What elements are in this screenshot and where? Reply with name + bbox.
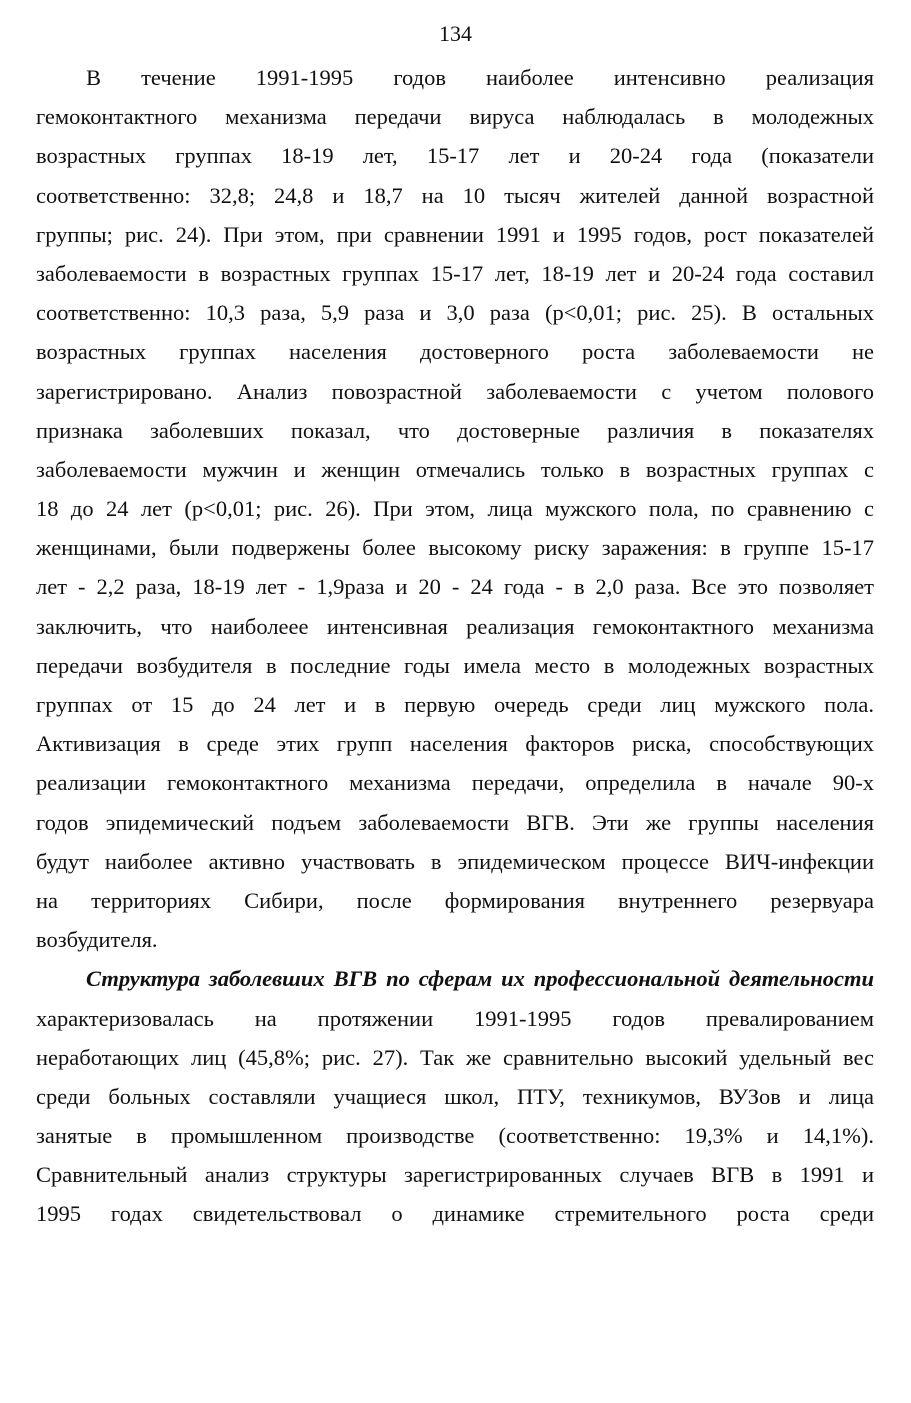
paragraph-age-groups: [36, 58, 874, 959]
text-line: годов эпидемический подъем заболеваемости ВГВ. Эти же группы населения: [36, 809, 874, 835]
text-line: женщинами, были подвержены более высокому риску заражения: в группе 15-17: [36, 535, 874, 561]
text-line: Активизация в среде этих групп населения факторов риска, способствующих: [36, 731, 874, 757]
text-line: соответственно: 10,3 раза, 5,9 раза и 3,0 раза (p<0,01; рис. 25). В остальных: [36, 300, 874, 326]
text-line: передачи возбудителя в последние годы имела место в молодежных возрастных: [36, 652, 874, 678]
text-line: на территориях Сибири, после формирования внутреннего резервуара: [36, 887, 874, 913]
text-line: группах от 15 до 24 лет и в первую очередь среди лиц мужского пола.: [36, 692, 874, 717]
text-line: неработающих лиц (45,8%; рис. 27). Так же сравнительно высокий удельный вес: [36, 1044, 874, 1070]
text-line: группы; рис. 24). При этом, при сравнении 1991 и 1995 годов, рост показателей: [36, 221, 874, 247]
paragraph-occupation: [36, 959, 874, 1233]
text-line: гемоконтактного механизма передачи вируса наблюдалась в молодежных: [36, 104, 874, 130]
text-line: признака заболевших показал, что достоверные различия в показателях: [36, 417, 874, 443]
text-line: 1995 годах свидетельствовал о динамике стремительного роста среди: [36, 1201, 874, 1227]
text-line: занятые в промышленном производстве (соответственно: 19,3% и 14,1%).: [36, 1123, 874, 1149]
text-line: характеризовалась на протяжении 1991-1995 годов превалированием: [36, 1005, 874, 1031]
text-line: возбудителя.: [36, 927, 158, 953]
text-line: заболеваемости в возрастных группах 15-17 лет, 18-19 лет и 20-24 года составил: [36, 260, 874, 286]
emphasized-phrase: Структура заболевших ВГВ по сферам их профессиональной деятельности: [86, 966, 874, 992]
text-line: 18 до 24 лет (p<0,01; рис. 26). При этом, лица мужского пола, по сравнению с: [36, 496, 874, 522]
page-number: 134: [439, 21, 472, 46]
text-line: В течение 1991-1995 годов наиболее интенсивно реализация: [86, 65, 874, 90]
text-line: [36, 959, 874, 998]
text-line: зарегистрировано. Анализ повозрастной заболеваемости с учетом полового: [36, 378, 874, 404]
text-line: среди больных составляли учащиеся школ, ПТУ, техникумов, ВУЗов и лица: [36, 1083, 874, 1109]
text-line: возрастных группах населения достоверного роста заболеваемости не: [36, 339, 874, 365]
text-line: заболеваемости мужчин и женщин отмечались только в возрастных группах с: [36, 456, 874, 482]
text-line: будут наиболее активно участвовать в эпидемическом процессе ВИЧ-инфекции: [36, 848, 874, 874]
text-line: Сравнительный анализ структуры зарегистрированных случаев ВГВ в 1991 и: [36, 1162, 874, 1188]
body-text: [36, 58, 874, 1234]
text-line: лет - 2,2 раза, 18-19 лет - 1,9раза и 20 - 24 года - в 2,0 раза. Все это позволяет: [36, 574, 874, 600]
text-line: реализации гемоконтактного механизма передачи, определила в начале 90-х: [36, 770, 874, 796]
text-line: возрастных группах 18-19 лет, 15-17 лет и 20-24 года (показатели: [36, 143, 874, 169]
text-line: соответственно: 32,8; 24,8 и 18,7 на 10 тысяч жителей данной возрастной: [36, 182, 874, 208]
text-line: заключить, что наиболеее интенсивная реализация гемоконтактного механизма: [36, 613, 874, 639]
